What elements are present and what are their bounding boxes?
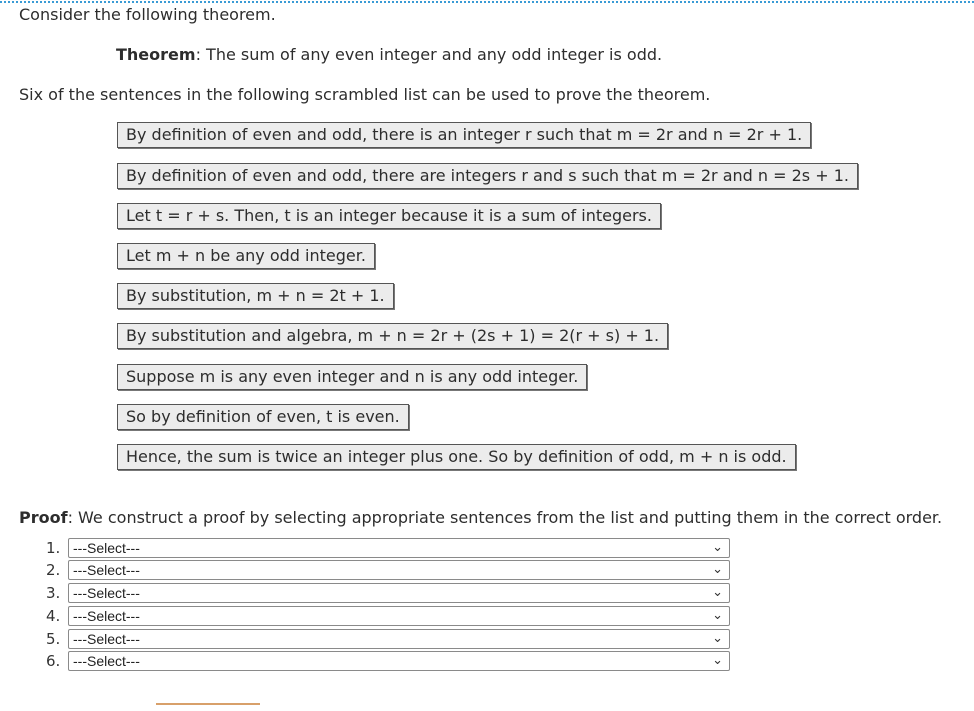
step-4-select[interactable] <box>68 606 730 626</box>
select-value: ---Select--- <box>73 562 140 578</box>
intro-text: Consider the following theorem. <box>19 5 276 24</box>
theorem-text: : The sum of any even integer and any odd integer is odd. <box>195 45 663 64</box>
submit-button-edge[interactable] <box>156 703 260 711</box>
chevron-down-icon: ⌄ <box>712 539 723 554</box>
sentence-card[interactable]: By definition of even and odd, there is an integer r such that m = 2r and n = 2r + 1. <box>117 122 811 148</box>
chevron-down-icon: ⌄ <box>712 584 723 599</box>
step-2-select[interactable] <box>68 560 730 580</box>
step-6-select[interactable] <box>68 651 730 671</box>
sentence-card[interactable]: By substitution and algebra, m + n = 2r + (2s + 1) = 2(r + s) + 1. <box>117 323 668 349</box>
step-number: 3. <box>46 584 61 602</box>
step-number: 5. <box>46 630 61 648</box>
theorem-label: Theorem <box>116 45 196 64</box>
step-number: 1. <box>46 539 61 557</box>
sentence-card[interactable]: Let m + n be any odd integer. <box>117 243 375 269</box>
instructions-text: Six of the sentences in the following scrambled list can be used to prove the theorem. <box>19 85 711 104</box>
step-3-select[interactable] <box>68 583 730 603</box>
select-value: ---Select--- <box>73 653 140 669</box>
proof-text: : We construct a proof by selecting appropriate sentences from the list and putting them in the correct order. <box>67 508 943 527</box>
select-value: ---Select--- <box>73 608 140 624</box>
top-dotted-border <box>0 1 974 3</box>
theorem-statement <box>116 45 662 64</box>
step-5-select[interactable] <box>68 629 730 649</box>
sentence-card[interactable]: So by definition of even, t is even. <box>117 404 409 430</box>
chevron-down-icon: ⌄ <box>712 630 723 645</box>
step-number: 2. <box>46 561 61 579</box>
sentence-card[interactable]: By definition of even and odd, there are integers r and s such that m = 2r and n = 2s + 1. <box>117 163 858 189</box>
step-1-select[interactable] <box>68 538 730 558</box>
chevron-down-icon: ⌄ <box>712 561 723 576</box>
sentence-card[interactable]: Hence, the sum is twice an integer plus one. So by definition of odd, m + n is odd. <box>117 444 796 470</box>
sentence-card[interactable]: By substitution, m + n = 2t + 1. <box>117 283 394 309</box>
select-value: ---Select--- <box>73 540 140 556</box>
step-number: 4. <box>46 607 61 625</box>
step-number: 6. <box>46 652 61 670</box>
chevron-down-icon: ⌄ <box>712 607 723 622</box>
select-value: ---Select--- <box>73 585 140 601</box>
select-value: ---Select--- <box>73 631 140 647</box>
proof-intro <box>19 508 942 527</box>
proof-label: Proof <box>19 508 68 527</box>
chevron-down-icon: ⌄ <box>712 652 723 667</box>
sentence-card[interactable]: Let t = r + s. Then, t is an integer because it is a sum of integers. <box>117 203 661 229</box>
sentence-card[interactable]: Suppose m is any even integer and n is any odd integer. <box>117 364 587 390</box>
